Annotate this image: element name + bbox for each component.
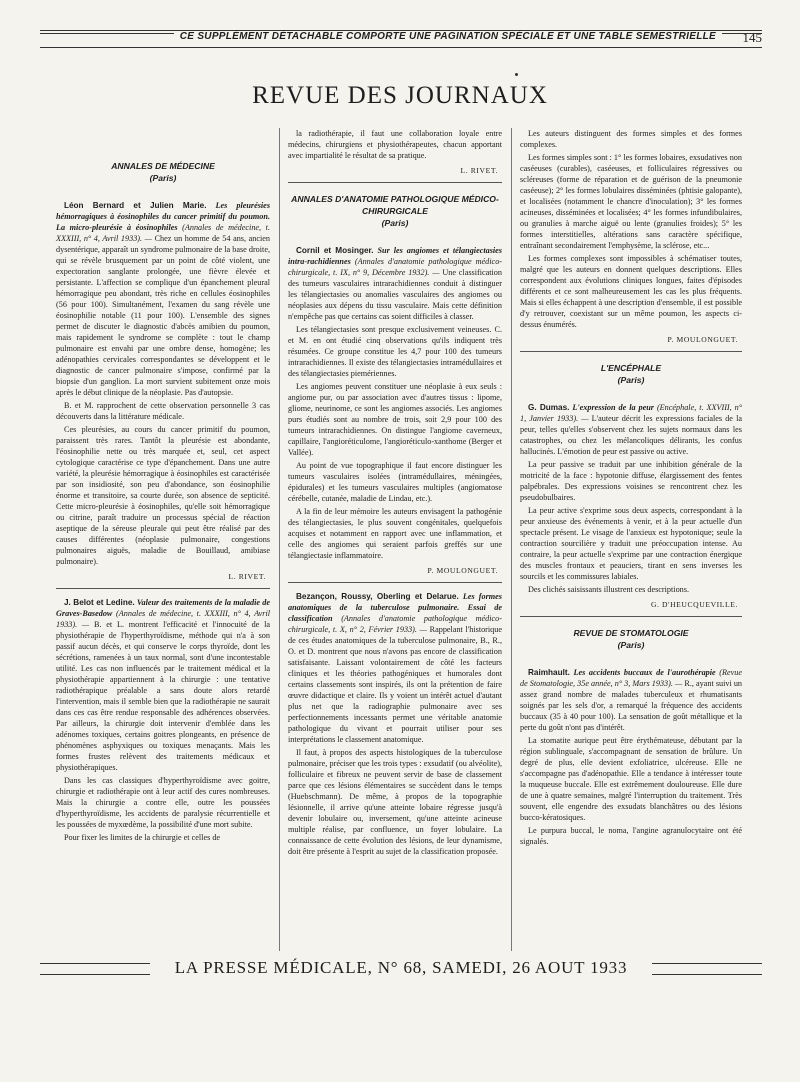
- article-authors: Cornil et Mosinger.: [296, 246, 374, 255]
- article-text: L'auteur décrit les expressions faciales de la peur, telles qu'elles s'observent chez les sujets normaux dans les catastrophes, ou chez les mélancoliques délirants, les confus hallucinés. L'émotion de peur est passive ou active.: [520, 414, 742, 456]
- article-rule: [288, 182, 502, 183]
- column-divider: [511, 128, 512, 951]
- article-text: Chez un homme de 54 ans, ancien dysentérique, apparaît un syndrome pulmonaire de la base droite, qui se révèle brusquement par un point de côté violent, une expectoration sanglante prolongée, une fièvre élevée et persistante. L'affection se complique d'un épanchement pleural hémorragique peu abondant, très riche en cellules éosinophiles (56 pour 100). Simultanément, l'examen du sang révèle une éosinophilie notable (11 pour 100). L'ensemble des signes permet de discuter le diagnostic d'abcès amibien du poumon, mais rapidement le syndrome se complète : tout le champ pulmonaire est envahi par une ombre dense, homogène; les adénopathies cervicales correspondantes se développent et le diagnostic de cancer pulmonaire s'impose, confirmé par la biopsie d'un ganglion. La mort survient subitement onze mois après le début clinique de la néoplasie. Pas d'autopsie.: [56, 234, 271, 397]
- article-text: Les formes simples sont : 1° les formes lobaires, exsudatives non caséeuses (curables), caséeuses, et folliculaires régressives ou scléreuses (forme de réparation et de guérison de la pneumonie caséeuse); 2° les formes lobulaires disséminées (phtisie galopante), et localisées (notamment le chancre d'inoculation); 3° les formes acineuses, disséminées et localisées; 4° les formes infundibulaires, ou granulies à marche aiguë ou lente (granulies froides); 5° les formes interstitielles, altérations sans caractère spécifique, entraînant secondairement l'emphysème, la sclérose, etc...: [520, 153, 742, 250]
- article: [288, 245, 502, 576]
- article-text: Les angiomes peuvent constituer une néoplasie à eux seuls : angiome pur, ou par association avec d'autres tissus : lipome, gliome, neurinome, ce sont les angiomes associés. Les angiomes purs étudiés sont au nombre de trois, soit 2,9 pour 100 des tumeurs intrarachidiennes. On distingue l'angiome caverneux, capillaire, l'angioréticulome, l'angioréticulo-xanthome (Berger et Vallée).: [288, 382, 502, 457]
- article-text: B. et L. montrent l'efficacité et l'innocuité de la physiothérapie de l'hyperthyroïdisme, méthode qui n'a à son passif aucun décès, et qui conserve le corps thyroïde, dont les sécrétions, ramenées à un taux normal, sont d'une incontestable utilité. Les cas non influencés par le traitement médical et la physiothérapie appartiennent à la chirurgie : une tentative radiothérapique préalable a sans doute alors retardé l'intervention, mais il semble bien que la radiothérapie ne saurait dans ces cas être rendue responsable des adhérences observées. Par ailleurs, la chirurgie doit intervenir d'emblée dans les adénomes toxiques, certains goitres plongeants, en présence de phénomènes asphyxiques ou toxiques menaçants. Mais les formes frustes relèvent des traitements médicaux et physiothérapiques.: [56, 620, 270, 772]
- footer-rule: [652, 963, 762, 975]
- article-text: Une classification des tumeurs vasculaires intrarachidiennes conduit à distinguer les télangiectasies ou anomalies vasculaires des angiomes ou néoplasies aux dépens du tissu vasculaire. Mais cette définition n'empêche pas que certains cas soient difficiles à classer.: [288, 268, 502, 321]
- article-text: Rappelant l'historique de ces études anatomiques de la tuberculose pulmonaire, B., R., O. et D. montrent que nous n'avons pas encore de classification satisfaisante. Laissant volontairement de côté les facteurs cliniques et les théories pathogéniques et humorales dont certains classements sont inspirés, ils ont la prétention de faire œuvre didactique et claire. Ils y voient un intérêt actuel d'autant plus net que la radiographie pulmonaire avec ses perfectionnements incessants permet une véritable anatomie pathologique du vivant et pourrait utiliser pour ses interprétations le classement anatomique.: [288, 625, 503, 744]
- article-rule: [520, 351, 742, 352]
- page-title: REVUE DES JOURNAUX: [252, 82, 548, 109]
- article-text: La peur active s'exprime sous deux aspects, correspondant à la peur anxieuse des événements à venir, et à la peur actuelle d'un spectacle présent. Le visage de l'anxieux est hypotonique; seule la contraction sourcilière y traduit une préoccupation intense. Au contraire, la peur actuelle s'exprime par une contraction énergique des muscles frontaux et peauciers, tirant en sens inverses les sourcils et les commissures labiales.: [520, 506, 742, 581]
- article-signature: P. MOULONGUET.: [427, 566, 498, 575]
- section-heading: ANNALES D'ANATOMIE PATHOLOGIQUE MÉDICO-CHIRURGICALE (Paris): [291, 194, 499, 228]
- article-text: Le purpura buccal, le noma, l'angine agranulocytaire ont été signalés.: [520, 826, 742, 846]
- article-text: la radiothérapie, il faut une collaboration loyale entre médecins, chirurgiens et physiothérapeutes, chacun apportant avec impartialité le résultat de sa pratique.: [288, 129, 502, 160]
- article-text: Ces pleurésies, au cours du cancer primitif du poumon, paraissent très rares. Tantôt la pleurésie est abondante, l'éosinophilie nette ou très marquée et, seul, cet aspect cytologique caractérise ce type d'épanchement. Dans une autre variété, la pleurésie hémorragique à éosinophiles est caractérisée par son insidiosité, son peu d'abondance, son éosinophilie énorme et transitoire, sa courte durée, son absence de septicité. Cette micro-pleurésie à éosinophiles, qu'elle soit hémorragique ou citrine, paraît traduire un processus spécial de réaction aseptique de la séreuse pleurale qui peut être réalisé par des causes différentes (néoplasie pulmonaire, congestions pulmonaires aiguës, maladie de Bouillaud, amibiase pulmonaire).: [56, 425, 270, 566]
- article-text: La peur passive se traduit par une inhibition générale de la motricité de la face : hypotonie diffuse, élargissement des fentes palpébrales. Des expressions voisines se rencontrent chez les pseudobulbaires.: [520, 460, 742, 502]
- article: [56, 597, 270, 843]
- article-signature: L. RIVET.: [228, 572, 266, 581]
- article-text: Les télangiectasies sont presque exclusivement veineuses. C. et M. en ont étudié cinq observations qu'ils indiquent très résumées. Ce groupe constitue les 4,7 pour 100 des tumeurs intrarachidiennes. Il existe des télangiectasies intramédullaires et des télangiectasies piemériennes.: [288, 325, 502, 378]
- article-title: Les pleurésies hémorragiques à éosinophiles du cancer primitif du poumon. La micro-pleurésie à éosinophiles: [56, 201, 271, 232]
- article-reference: (Encéphale, t. XXVIII, n° 1, Janvier 1933). —: [520, 403, 743, 423]
- article-text: A la fin de leur mémoire les auteurs envisagent la pathogénie des télangiectasies, le plus souvent congénitales, quelquefois acquises et notamment en rapport avec une inflammation, et celle des angiomes qui seraient parfois greffés sur une télangiectasie inflammatoire.: [288, 507, 502, 560]
- article: [288, 591, 502, 857]
- article-title: Sur les angiomes et télangiectasies intra-rachidiennes: [288, 246, 502, 266]
- article-signature: P. MOULONGUET.: [667, 335, 738, 344]
- article-signature: G. D'HEUCQUEVILLE.: [650, 600, 738, 609]
- article-text: Pour fixer les limites de la chirurgie et celles de: [64, 833, 221, 842]
- article-reference: (Annales de médecine, t. XXXIII, n° 4, Avril 1933). —: [56, 223, 270, 243]
- article-authors: G. Dumas.: [528, 403, 570, 412]
- column-2: [288, 128, 502, 859]
- article-text: Les formes complexes sont impossibles à schématiser toutes, malgré que les auteurs en donnent quelques descriptions. Elles correspondent aux évolutions cliniques longues, faites d'épisodes différents et ce sont malheureusement les cas les plus fréquents. Mais si elles échappent à une description d'ensemble, il est possible d'y retrouver, coexistant sur un même poumon, les aspects ci-dessus énumérés.: [520, 254, 742, 329]
- article-signature: L. RIVET.: [460, 166, 498, 175]
- article-title: Valeur des traitements de la maladie de Graves-Basedow: [56, 598, 271, 618]
- column-1: [56, 150, 270, 845]
- article-text: La stomatite aurique peut être érythémateuse, débutant par la région sublinguale, s'accompagnant de sensation de brûlure. Un degré de plus, elle devient exfoliatrice, ulcéreuse. Elle ne s'accompagne pas d'adénopathie. Elle a tendance à intéresser toute la muqueuse buccale. Elle est extrêmement douloureuse. Elle dure de une à quatre semaines, malgré l'interruption du traitement. Très souvent, elle engendre des exsudats blanchâtres ou des lésions bucco-kératosiques.: [520, 736, 742, 822]
- article-authors: J. Belot et Ledine.: [64, 598, 135, 607]
- article-text: Il faut, à propos des aspects histologiques de la tuberculose pulmonaire, préciser que les trois types : exsudatif (ou alvéolite), folliculaire et fibreux ne peuvent servir de base de classement parce que ces lésions élémentaires se succèdent dans le temps (Huebschmann). De même, à propos de la topographie lésionnelle, il arrive qu'une atteinte lobaire régresse jusqu'à devenir lobulaire ou, inversement, qu'une atteinte acineuse multiple réalise, par confluence, un foyer lobulaire. La connaissance de cette évolution des lésions, de leur dynamisme, doit être présente à l'esprit au sujet de la classification proposée.: [288, 748, 502, 856]
- journal-imprint: LA PRESSE MÉDICALE, N° 68, SAMEDI, 26 AOUT 1933: [174, 958, 628, 977]
- page-number: 145: [742, 30, 762, 45]
- article-authors: Raimhault.: [528, 668, 570, 677]
- article-title: L'expression de la peur: [572, 403, 654, 412]
- running-header: [40, 30, 762, 52]
- column-divider: [279, 128, 280, 951]
- article-authors: Léon Bernard et Julien Marie.: [64, 201, 207, 210]
- article: [520, 667, 742, 847]
- article-rule: [288, 582, 502, 583]
- column-3: [520, 128, 742, 849]
- section-heading: ANNALES DE MÉDECINE (Paris): [111, 161, 215, 183]
- article: [56, 200, 270, 582]
- page-footer: [40, 958, 762, 984]
- article-rule: [520, 616, 742, 617]
- supplement-notice: CE SUPPLÉMENT DÉTACHABLE COMPORTE UNE PAGINATION SPÉCIALE ET UNE TABLE SEMESTRIELLE: [174, 31, 722, 42]
- footer-rule: [40, 963, 150, 975]
- article-text: R., ayant suivi un assez grand nombre de malades tuberculeux et rhumatisants soignés par les sels d'or, a remarqué la fréquence des accidents buccaux (35 à 40 pour 100). La sensation de goût métallique et la perte du goût n'ont pas d'intérêt.: [520, 679, 743, 732]
- article-title: Les accidents buccaux de l'aurothérapie: [573, 668, 716, 677]
- article: [520, 402, 742, 610]
- ink-dot: [515, 73, 518, 76]
- article-text: Au point de vue topographique il faut encore distinguer les tumeurs vasculaires isolées (intramédullaires, méningées, épidurales) et les tumeurs vasculaires multiples (angiomatose cérébelle, cutanée, maladie de Lindau, etc.).: [288, 461, 502, 503]
- article-text: Dans les cas classiques d'hyperthyroïdisme avec goitre, chirurgie et radiothérapie ont à leur actif des cures nombreuses. Mais la chirurgie a contre elle, outre les poussées d'hyperthyroïdisme, les accidents de paralysie récurrentielle et les poussées de myxœdème, la possibilité d'une mort subite.: [56, 776, 270, 829]
- article-text: Les auteurs distinguent des formes simples et des formes complexes.: [520, 129, 742, 149]
- article-rule: [56, 588, 270, 589]
- article-authors: Bezançon, Roussy, Oberling et Delarue.: [296, 592, 459, 601]
- section-heading: REVUE DE STOMATOLOGIE (Paris): [573, 628, 689, 650]
- article-title: Les formes anatomiques de la tuberculose pulmonaire. Essai de classification: [288, 592, 502, 623]
- article-text: B. et M. rapprochent de cette observation personnelle 3 cas découverts dans la littérature médicale.: [56, 401, 270, 421]
- section-heading: L'ENCÉPHALE (Paris): [600, 363, 662, 385]
- article-reference: (Revue de Stomatologie, 35e année, n° 3, Mars 1933). —: [520, 668, 743, 688]
- article-text: Des clichés saisissants illustrent ces descriptions.: [528, 585, 689, 594]
- article-reference: (Annales d'anatomie pathologique médico-chirurgicale, t. X, n° 2, Février 1933). —: [288, 614, 503, 634]
- article-reference: (Annales d'anatomie pathologique médico-chirurgicale, t. IX, n° 9, Décembre 1932). —: [288, 257, 503, 277]
- article-reference: (Annales de médecine, t. XXXIII, n° 4, Avril 1933). —: [56, 609, 270, 629]
